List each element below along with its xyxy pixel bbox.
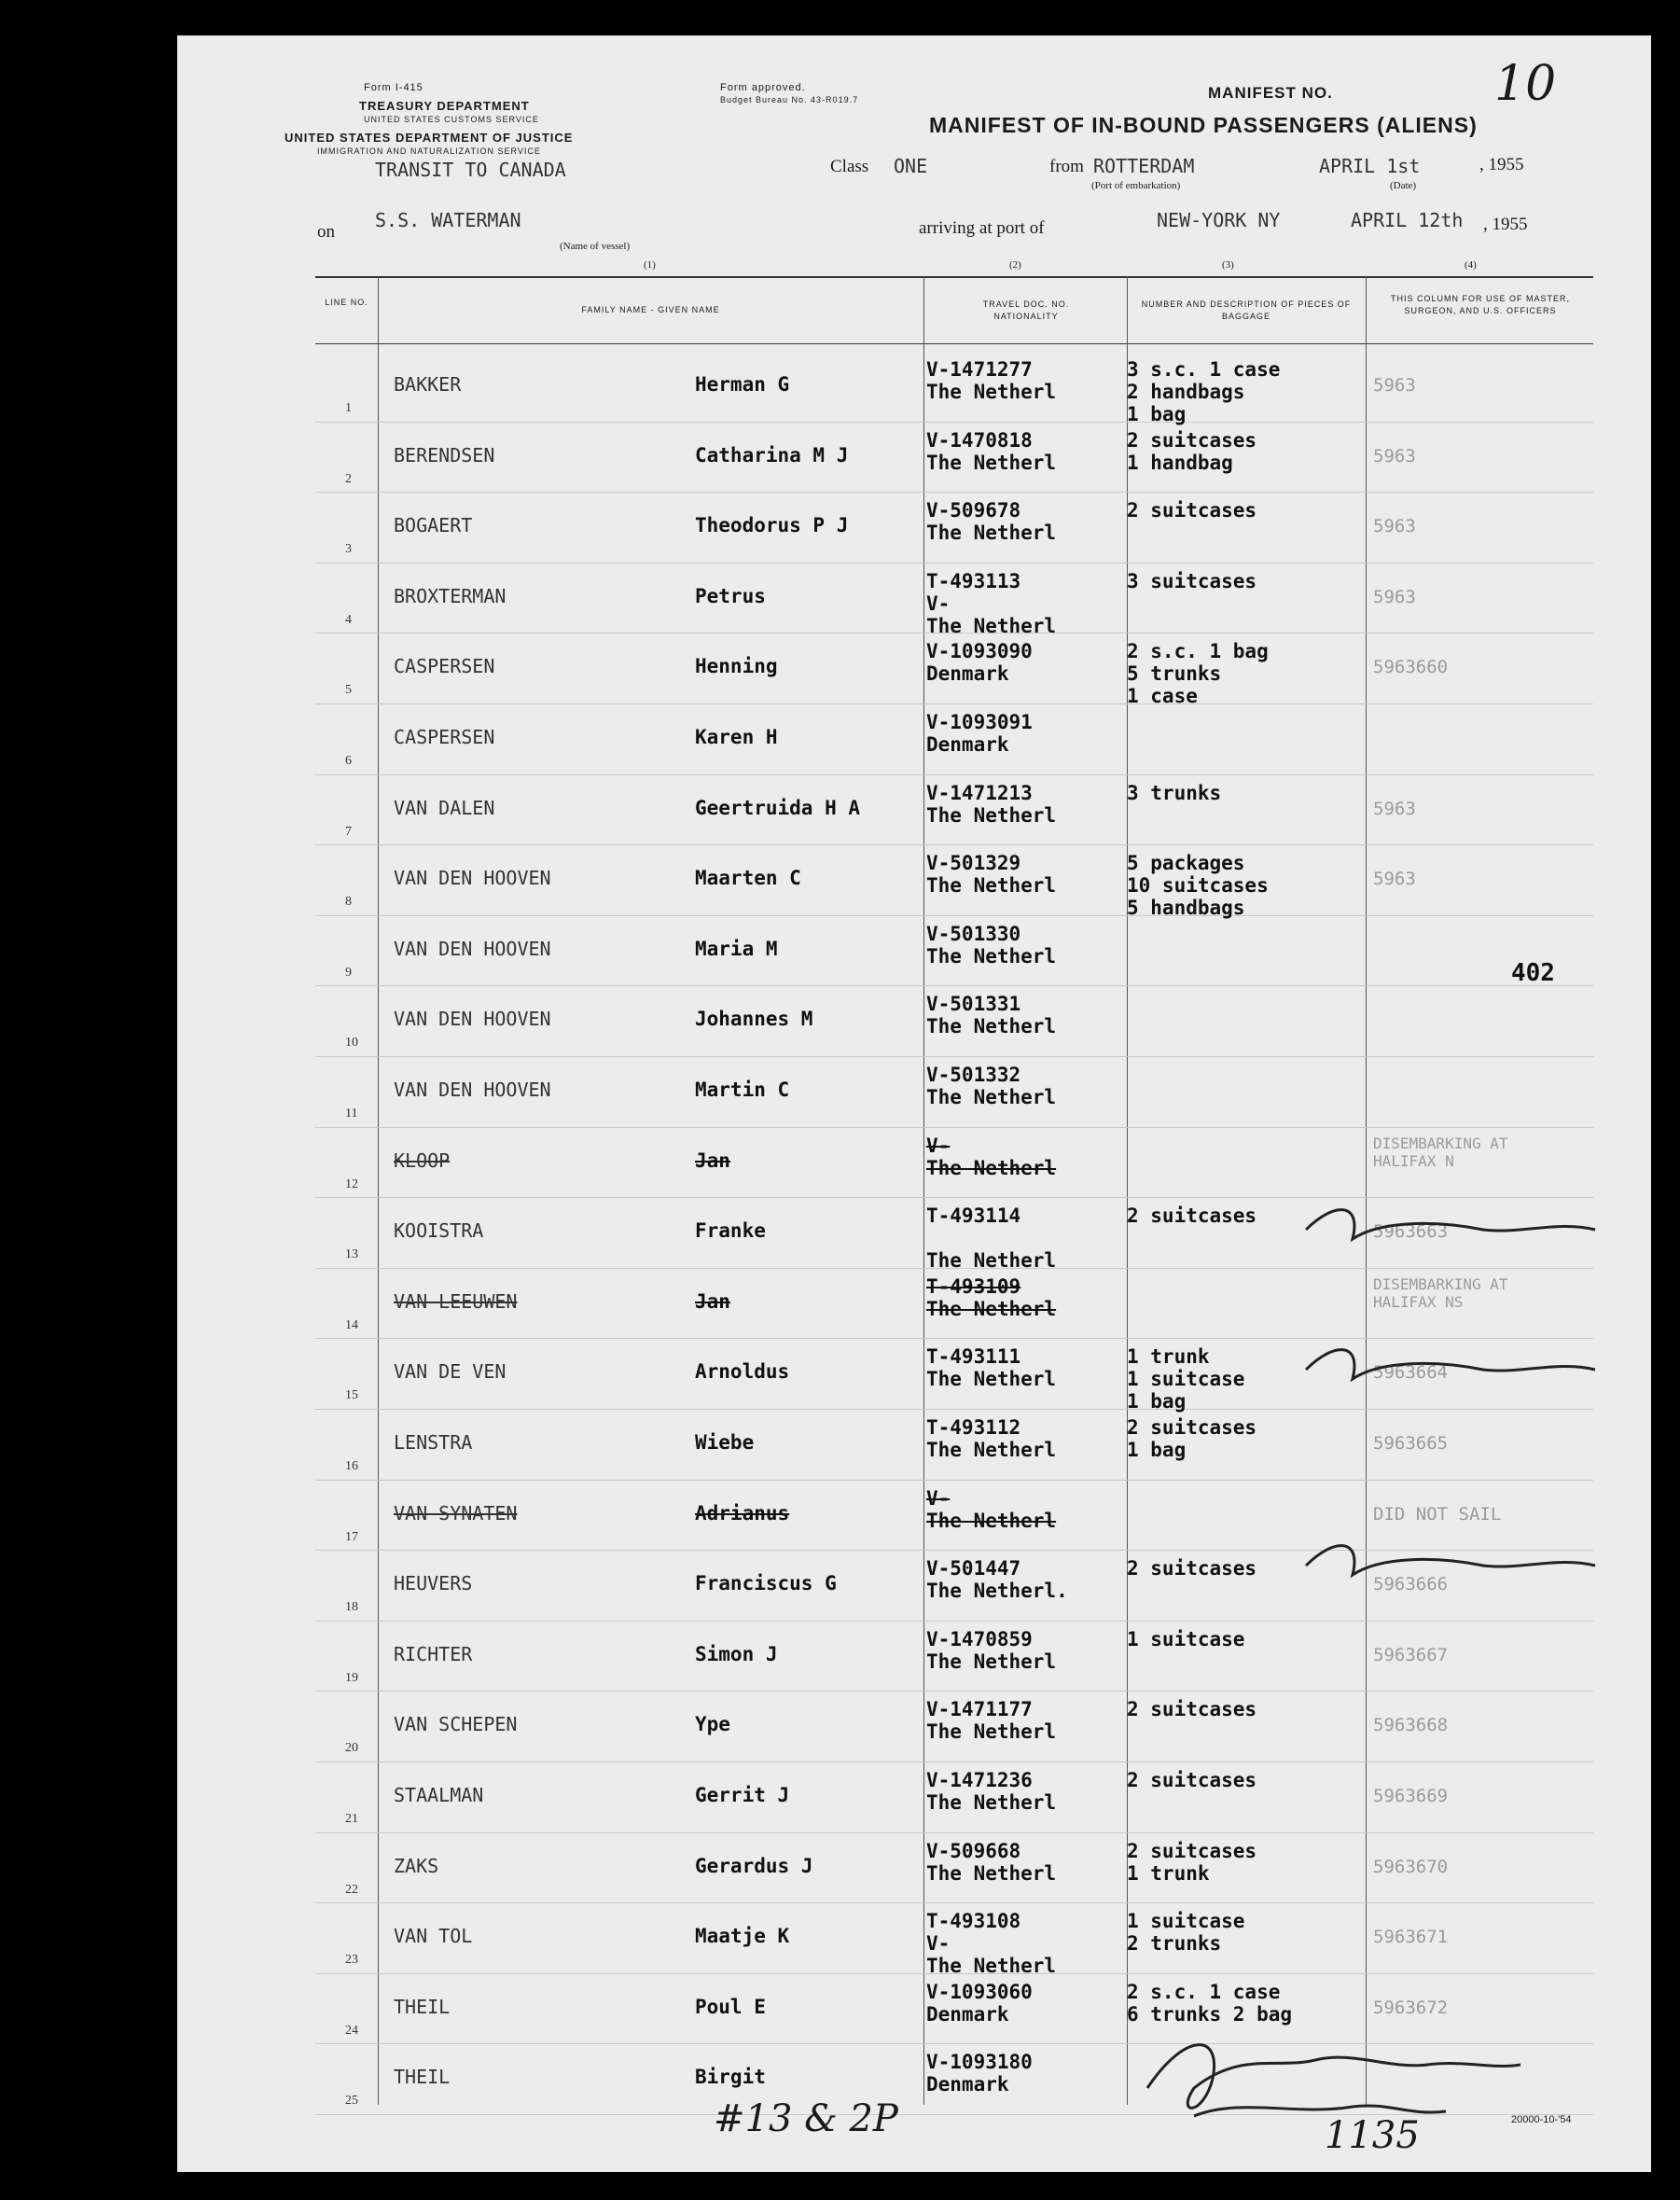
- family-name: VAN DE VEN: [394, 1360, 507, 1384]
- family-name: CASPERSEN: [394, 726, 495, 748]
- col-header-name: FAMILY NAME - GIVEN NAME: [581, 305, 720, 314]
- family-name: VAN LEEUWEN: [394, 1289, 518, 1313]
- baggage-line: 2 suitcases: [1127, 499, 1257, 522]
- given-name: Birgit: [695, 2066, 766, 2089]
- line-number: 8: [345, 895, 352, 910]
- margin-note: 402: [1511, 959, 1555, 987]
- officer-note: 5963672: [1373, 1997, 1449, 2018]
- arriving-label: arriving at port of: [919, 218, 1045, 238]
- travel-doc-line: V-1093060: [926, 1980, 1033, 2003]
- baggage-line: 1 bag: [1127, 1390, 1187, 1413]
- travel-doc-line: The Netherl: [926, 874, 1057, 898]
- travel-doc-line: The Netherl: [926, 1861, 1057, 1885]
- officer-note: 5963: [1373, 445, 1416, 466]
- family-name: VAN SCHEPEN: [394, 1713, 518, 1736]
- given-name: Jan: [695, 1289, 730, 1313]
- col-num-4: (4): [1465, 259, 1477, 271]
- officer-signature-2: [1297, 1332, 1632, 1407]
- baggage-line: 5 handbags: [1127, 897, 1245, 920]
- line-number: 13: [345, 1247, 358, 1262]
- officer-note: 5963671: [1373, 1927, 1449, 1948]
- travel-doc-line: The Netherl: [926, 1955, 1057, 1978]
- arrival-port: NEW-YORK NY: [1157, 209, 1281, 231]
- line-number: 9: [345, 965, 352, 980]
- given-name: Gerrit J: [695, 1784, 790, 1806]
- baggage-line: 3 s.c. 1 case: [1127, 358, 1281, 381]
- travel-doc-line: V-1093090: [926, 640, 1033, 663]
- baggage-line: 1 suitcase: [1127, 1910, 1245, 1933]
- travel-doc-line: V-509668: [926, 1839, 1021, 1862]
- line-number: 23: [345, 1953, 358, 1968]
- officer-note: 5963663: [1373, 1221, 1449, 1243]
- baggage-line: 2 suitcases: [1127, 1416, 1257, 1439]
- travel-doc-line: The Netherl.: [926, 1580, 1068, 1603]
- baggage-line: 5 trunks: [1127, 662, 1222, 686]
- travel-doc-line: The Netherl: [926, 451, 1057, 474]
- baggage-line: 1 trunk: [1127, 1861, 1210, 1885]
- officer-note: 5963670: [1373, 1856, 1449, 1877]
- travel-doc-line: V-1470818: [926, 428, 1033, 452]
- family-name: BROXTERMAN: [394, 584, 507, 607]
- baggage-line: 2 suitcases: [1127, 1204, 1257, 1228]
- line-number: 16: [345, 1459, 358, 1473]
- port-caption: (Port of embarkation): [1091, 180, 1181, 191]
- baggage-line: 2 trunks: [1127, 1932, 1222, 1956]
- line-number: 19: [345, 1670, 358, 1685]
- sail-date: APRIL 1st: [1319, 155, 1421, 177]
- travel-doc-line: V-501330: [926, 922, 1021, 945]
- travel-doc-line: V-501332: [926, 1064, 1021, 1086]
- on-label: on: [317, 222, 335, 242]
- given-name: Maatje K: [695, 1925, 790, 1948]
- family-name: VAN DEN HOOVEN: [394, 937, 551, 960]
- vessel-caption: (Name of vessel): [560, 241, 631, 252]
- given-name: Arnoldus: [695, 1360, 790, 1384]
- travel-doc-line: V-1093091: [926, 711, 1033, 733]
- from-label: from: [1049, 157, 1084, 176]
- baggage-line: 1 trunk: [1127, 1345, 1210, 1369]
- line-number: 17: [345, 1529, 358, 1544]
- baggage-line: 2 handbags: [1127, 381, 1245, 403]
- travel-doc-line: V-1471277: [926, 358, 1033, 381]
- travel-doc-line: T-493114: [926, 1204, 1021, 1228]
- baggage-line: 1 bag: [1127, 1439, 1187, 1461]
- transit-note: TRANSIT TO CANADA: [375, 159, 566, 181]
- travel-doc-line: The Netherl: [926, 1249, 1057, 1273]
- line-number: 12: [345, 1177, 358, 1191]
- officer-note: 5963668: [1373, 1715, 1449, 1736]
- given-name: Adrianus: [695, 1501, 790, 1525]
- line-number: 22: [345, 1882, 358, 1897]
- baggage-line: 1 suitcase: [1127, 1368, 1245, 1391]
- baggage-line: 5 packages: [1127, 852, 1245, 875]
- vessel-name: S.S. WATERMAN: [375, 209, 521, 231]
- from-value: ROTTERDAM: [1093, 155, 1195, 177]
- baggage-line: 1 case: [1127, 685, 1198, 708]
- baggage-line: 3 trunks: [1127, 781, 1222, 804]
- given-name: Gerardus J: [695, 1854, 813, 1877]
- travel-doc-line: V-1471236: [926, 1769, 1033, 1791]
- travel-doc-line: Denmark: [926, 2002, 1009, 2026]
- arrival-date: APRIL 12th: [1351, 209, 1464, 231]
- line-number: 24: [345, 2023, 358, 2038]
- baggage-line: 2 suitcases: [1127, 428, 1257, 452]
- col-num-1: (1): [644, 259, 656, 271]
- line-number: 5: [345, 683, 352, 698]
- family-name: RICHTER: [394, 1642, 473, 1665]
- baggage-line: 2 suitcases: [1127, 1769, 1257, 1791]
- travel-doc-line: The Netherl: [926, 522, 1057, 545]
- officer-note: 5963: [1373, 798, 1416, 819]
- travel-doc-line: T-493111: [926, 1345, 1021, 1369]
- travel-doc-line: The Netherl: [926, 1015, 1057, 1038]
- line-number: 10: [345, 1036, 358, 1051]
- family-name: KLOOP: [394, 1149, 451, 1172]
- travel-doc-line: V-501329: [926, 852, 1021, 875]
- col-header-officers: THIS COLUMN FOR USE OF MASTER, SURGEON, AND U.S. OFFICERS: [1390, 294, 1570, 315]
- justice-dept: UNITED STATES DEPARTMENT OF JUSTICE: [285, 131, 574, 145]
- line-number: 18: [345, 1600, 358, 1615]
- travel-doc-line: V-509678: [926, 499, 1021, 522]
- travel-doc-line: T-493109: [926, 1274, 1021, 1298]
- officer-note: 5963666: [1373, 1574, 1449, 1595]
- given-name: Ype: [695, 1713, 730, 1736]
- given-name: Wiebe: [695, 1431, 755, 1454]
- ins-service: IMMIGRATION AND NATURALIZATION SERVICE: [317, 146, 541, 156]
- baggage-line: 2 s.c. 1 bag: [1127, 640, 1269, 663]
- given-name: Theodorus P J: [695, 514, 849, 537]
- arrival-year: , 1955: [1483, 215, 1528, 234]
- line-number: 2: [345, 471, 352, 486]
- travel-doc-line: V-: [926, 1932, 951, 1956]
- footer-code: 20000-10-'54: [1511, 2114, 1572, 2125]
- given-name: Jan: [695, 1149, 730, 1172]
- travel-doc-line: Denmark: [926, 2073, 1009, 2096]
- officer-note: 5963665: [1373, 1433, 1449, 1454]
- travel-doc-line: Denmark: [926, 733, 1009, 756]
- given-name: Franciscus G: [695, 1572, 837, 1595]
- officer-note: 5963: [1373, 375, 1416, 396]
- travel-doc-line: The Netherl: [926, 1439, 1057, 1461]
- form-approved: Form approved.: [720, 82, 806, 93]
- baggage-line: 10 suitcases: [1127, 874, 1269, 898]
- given-name: Geertruida H A: [695, 796, 861, 819]
- col-num-2: (2): [1009, 259, 1021, 271]
- sail-year: , 1955: [1479, 155, 1524, 174]
- given-name: Simon J: [695, 1642, 778, 1665]
- given-name: Martin C: [695, 1079, 790, 1101]
- family-name: LENSTRA: [394, 1431, 473, 1454]
- officer-signature-3: [1297, 1528, 1632, 1603]
- line-number: 3: [345, 542, 352, 557]
- baggage-line: 2 suitcases: [1127, 1698, 1257, 1721]
- line-number: 21: [345, 1812, 358, 1826]
- baggage-line: 1 suitcase: [1127, 1627, 1245, 1650]
- given-name: Maria M: [695, 937, 778, 960]
- travel-doc-line: The Netherl: [926, 614, 1057, 637]
- travel-doc-line: V-1093180: [926, 2051, 1033, 2074]
- family-name: STAALMAN: [394, 1784, 484, 1806]
- officer-note: 5963660: [1373, 657, 1449, 678]
- family-name: VAN SYNATEN: [394, 1501, 518, 1525]
- line-number: 11: [345, 1107, 358, 1121]
- col-header-line: LINE NO.: [325, 298, 368, 307]
- baggage-line: 1 handbag: [1127, 451, 1233, 474]
- manifest-title: MANIFEST OF IN-BOUND PASSENGERS (ALIENS): [929, 113, 1478, 137]
- travel-doc-line: V-: [926, 1134, 951, 1157]
- given-name: Herman G: [695, 373, 790, 396]
- officer-note: 5963: [1373, 869, 1416, 890]
- given-name: Karen H: [695, 726, 778, 748]
- given-name: Maarten C: [695, 867, 801, 890]
- family-name: THEIL: [394, 2066, 451, 2089]
- family-name: BAKKER: [394, 373, 462, 396]
- officer-note: 5963669: [1373, 1786, 1449, 1806]
- travel-doc-line: The Netherl: [926, 1156, 1057, 1179]
- travel-doc-line: V-: [926, 1486, 951, 1510]
- given-name: Catharina M J: [695, 443, 849, 466]
- travel-doc-line: The Netherl: [926, 944, 1057, 968]
- treasury-dept: TREASURY DEPARTMENT: [359, 99, 530, 113]
- family-name: CASPERSEN: [394, 655, 495, 678]
- family-name: VAN DEN HOOVEN: [394, 1008, 551, 1031]
- given-name: Poul E: [695, 1995, 766, 2018]
- given-name: Johannes M: [695, 1008, 813, 1031]
- family-name: KOOISTRA: [394, 1219, 484, 1243]
- travel-doc-line: The Netherl: [926, 1509, 1057, 1532]
- footer-handwriting-1: #13 & 2P: [714, 2097, 898, 2140]
- line-number: 4: [345, 612, 352, 627]
- line-number: 1: [345, 401, 352, 415]
- officer-note: 5963: [1373, 586, 1416, 607]
- family-name: VAN DEN HOOVEN: [394, 1079, 551, 1101]
- travel-doc-line: T-493113: [926, 569, 1021, 592]
- travel-doc-line: The Netherl: [926, 803, 1057, 827]
- manifest-no-label: MANIFEST NO.: [1208, 84, 1333, 102]
- baggage-line: 2 suitcases: [1127, 1557, 1257, 1580]
- family-name: HEUVERS: [394, 1572, 473, 1595]
- col-header-baggage: NUMBER AND DESCRIPTION OF PIECES OF BAGGAGE: [1141, 299, 1352, 321]
- baggage-line: 1 bag: [1127, 403, 1187, 425]
- family-name: VAN TOL: [394, 1925, 473, 1948]
- budget-bureau: Budget Bureau No. 43-R019.7: [720, 95, 859, 104]
- col-num-3: (3): [1222, 259, 1234, 271]
- family-name: BERENDSEN: [394, 443, 495, 466]
- line-number: 6: [345, 754, 352, 768]
- baggage-line: 2 s.c. 1 case: [1127, 1980, 1281, 2003]
- family-name: THEIL: [394, 1995, 451, 2018]
- given-name: Franke: [695, 1219, 766, 1243]
- travel-doc-line: V-501447: [926, 1557, 1021, 1580]
- line-number: 25: [345, 2094, 358, 2109]
- line-number: 14: [345, 1317, 358, 1332]
- officer-note: DID NOT SAIL: [1373, 1503, 1502, 1525]
- travel-doc-line: Denmark: [926, 662, 1009, 686]
- travel-doc-line: The Netherl: [926, 1791, 1057, 1814]
- given-name: Henning: [695, 655, 778, 678]
- travel-doc-line: V-1471177: [926, 1698, 1033, 1721]
- family-name: BOGAERT: [394, 514, 473, 537]
- baggage-line: 3 suitcases: [1127, 569, 1257, 592]
- travel-doc-line: V-1470859: [926, 1627, 1033, 1650]
- col-header-travel: TRAVEL DOC. NO. NATIONALITY: [982, 299, 1070, 321]
- line-number: 15: [345, 1388, 358, 1403]
- officer-note: 5963: [1373, 516, 1416, 537]
- officer-note: DISEMBARKING AT HALIFAX N: [1373, 1134, 1508, 1170]
- family-name: ZAKS: [394, 1854, 439, 1877]
- baggage-line: 6 trunks 2 bag: [1127, 2002, 1293, 2026]
- travel-doc-line: V-: [926, 592, 951, 615]
- officer-note: 5963664: [1373, 1362, 1449, 1384]
- travel-doc-line: V-501331: [926, 993, 1021, 1016]
- travel-doc-line: The Netherl: [926, 1720, 1057, 1744]
- form-number: Form I-415: [364, 82, 423, 93]
- travel-doc-line: The Netherl: [926, 1650, 1057, 1673]
- given-name: Petrus: [695, 584, 766, 607]
- travel-doc-line: V-1471213: [926, 781, 1033, 804]
- officer-signature-1: [1297, 1192, 1632, 1267]
- officer-note: DISEMBARKING AT HALIFAX NS: [1373, 1274, 1508, 1311]
- manifest-page: [177, 35, 1651, 2172]
- officer-note: 5963667: [1373, 1644, 1449, 1665]
- class-label: Class: [830, 157, 869, 176]
- travel-doc-line: The Netherl: [926, 1086, 1057, 1108]
- footer-handwriting-2: 1135: [1325, 2114, 1420, 2157]
- travel-doc-line: T-493108: [926, 1910, 1021, 1933]
- family-name: VAN DEN HOOVEN: [394, 867, 551, 890]
- line-number: 7: [345, 824, 352, 839]
- travel-doc-line: The Netherl: [926, 1297, 1057, 1320]
- customs-service: UNITED STATES CUSTOMS SERVICE: [364, 115, 539, 124]
- line-number: 20: [345, 1741, 358, 1756]
- travel-doc-line: The Netherl: [926, 381, 1057, 403]
- family-name: VAN DALEN: [394, 796, 495, 819]
- class-value: ONE: [894, 155, 928, 177]
- manifest-no-value: 10: [1494, 56, 1557, 112]
- travel-doc-line: The Netherl: [926, 1368, 1057, 1391]
- travel-doc-line: T-493112: [926, 1416, 1021, 1439]
- baggage-line: 2 suitcases: [1127, 1839, 1257, 1862]
- date-caption: (Date): [1390, 180, 1417, 191]
